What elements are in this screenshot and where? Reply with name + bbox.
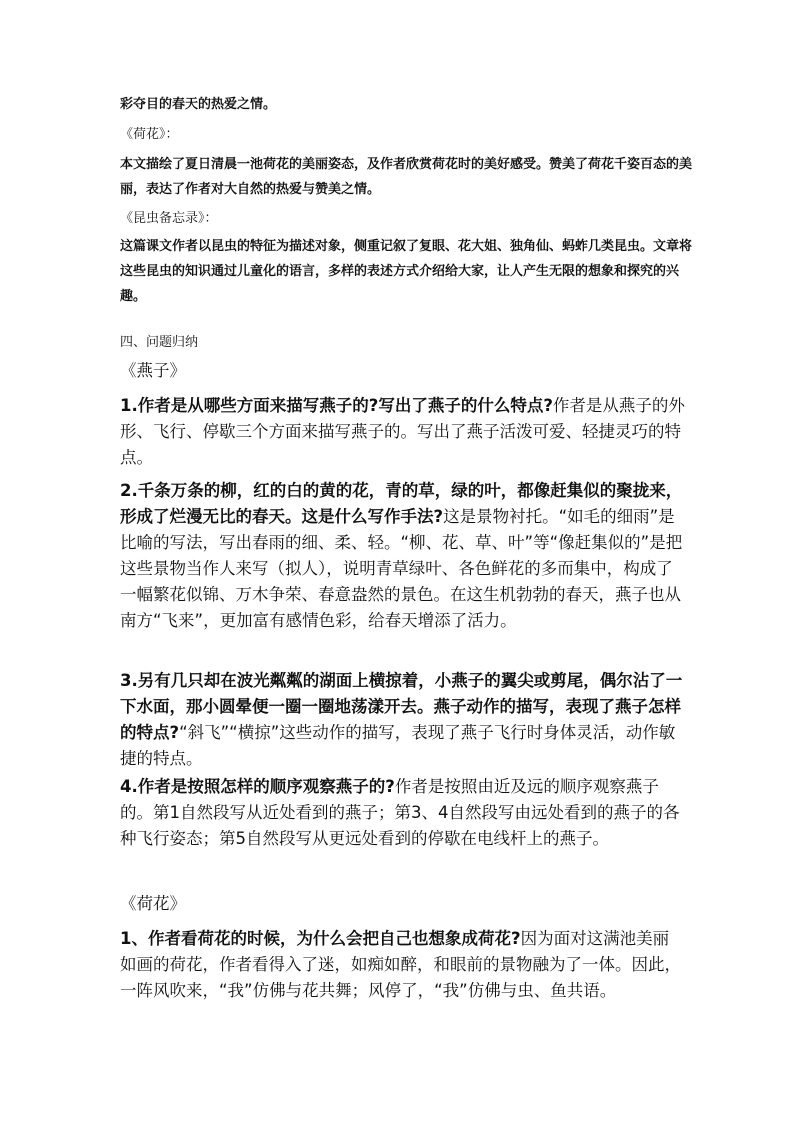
- question-4-text: 4.作者是按照怎样的顺序观察燕子的?: [120, 777, 395, 796]
- question-3: [120, 668, 685, 772]
- answer-1: 作者是从燕子的外形、飞行、停歇三个方面来描写燕子的。写出了燕子活泼可爱、轻捷灵巧的特点。: [120, 396, 685, 467]
- swallow-title: 《燕子》: [120, 361, 186, 380]
- question-2-text: 2.千条万条的柳，红的白的黄的花，青的草，绿的叶，都像赶集似的聚拢来，形成了烂漫无比的春天。这是什么写作手法?: [120, 481, 683, 526]
- question-4: [120, 774, 685, 852]
- answer-3: “斜飞”“横掠”这些动作的描写，表现了燕子飞行时身体灵活，动作敏捷的特点。: [120, 723, 676, 768]
- section-title-insects: 《昆虫备忘录》：: [120, 211, 218, 226]
- section-title-lotus: 《荷花》：: [120, 127, 179, 142]
- question-1-text: 1.作者是从哪些方面来描写燕子的?写出了燕子的什么特点?: [120, 396, 553, 415]
- question-1: [120, 393, 685, 471]
- lotus-answer-1: 因为面对这满池美丽如画的荷花，作者看得入了迷，如痴如醉，和眼前的景物融为了一体。因此，一阵风吹来，“我”仿佛与花共舞；风停了，“我”仿佛与虫、鱼共语。: [120, 929, 681, 1000]
- answer-2: 这是景物衬托。“如毛的细雨”是比喻的写法，写出春雨的细、柔、轻。“柳、花、草、叶”等“像赶集似的”是把这些景物当作人来写（拟人），说明青草绿叶、各色鲜花的多而集中，构成了一幅繁花似锦、万木争荣、春意盎然的景色。在这生机勃勃的春天，燕子也从南方“飞来”，更加富有感情色彩，给春天增添了活力。: [120, 507, 683, 630]
- question-2: [120, 478, 685, 634]
- question-3-text: 3.另有几只却在波光粼粼的湖面上横掠着，小燕子的翼尖或剪尾，偶尔沾了一下水面，那小圆晕便一圈一圈地荡漾开去。燕子动作的描写，表现了燕子怎样的特点?: [120, 671, 683, 742]
- lotus-title: 《荷花》: [120, 894, 186, 913]
- text-line: 彩夺目的春天的热爱之情。: [120, 97, 277, 112]
- lotus-question-1-text: 1、作者看荷花的时候，为什么会把自己也想象成荷花?: [120, 929, 521, 948]
- insect-summary: 这篇课文作者以昆虫的特征为描述对象，侧重记叙了复眼、花大姐、独角仙、蚂蚱几类昆虫。文章将这些昆虫的知识通过儿童化的语言，多样的表述方式介绍给大家，让人产生无限的想象和探究的兴趣。: [120, 239, 693, 304]
- lotus-summary: 本文描绘了夏日清晨一池荷花的美丽姿态，及作者欣赏荷花时的美好感受。赞美了荷花千姿百态的美丽，表达了作者对大自然的热爱与赞美之情。: [120, 157, 693, 197]
- lotus-question-1: [120, 926, 685, 1004]
- section-heading: 四、问题归纳: [120, 335, 199, 350]
- answer-4: 作者是按照由近及远的顺序观察燕子的。第1自然段写从近处看到的燕子；第3、4自然段写由远处看到的燕子的各种飞行姿态；第5自然段写从更远处看到的停歇在电线杆上的燕子。: [120, 777, 680, 848]
